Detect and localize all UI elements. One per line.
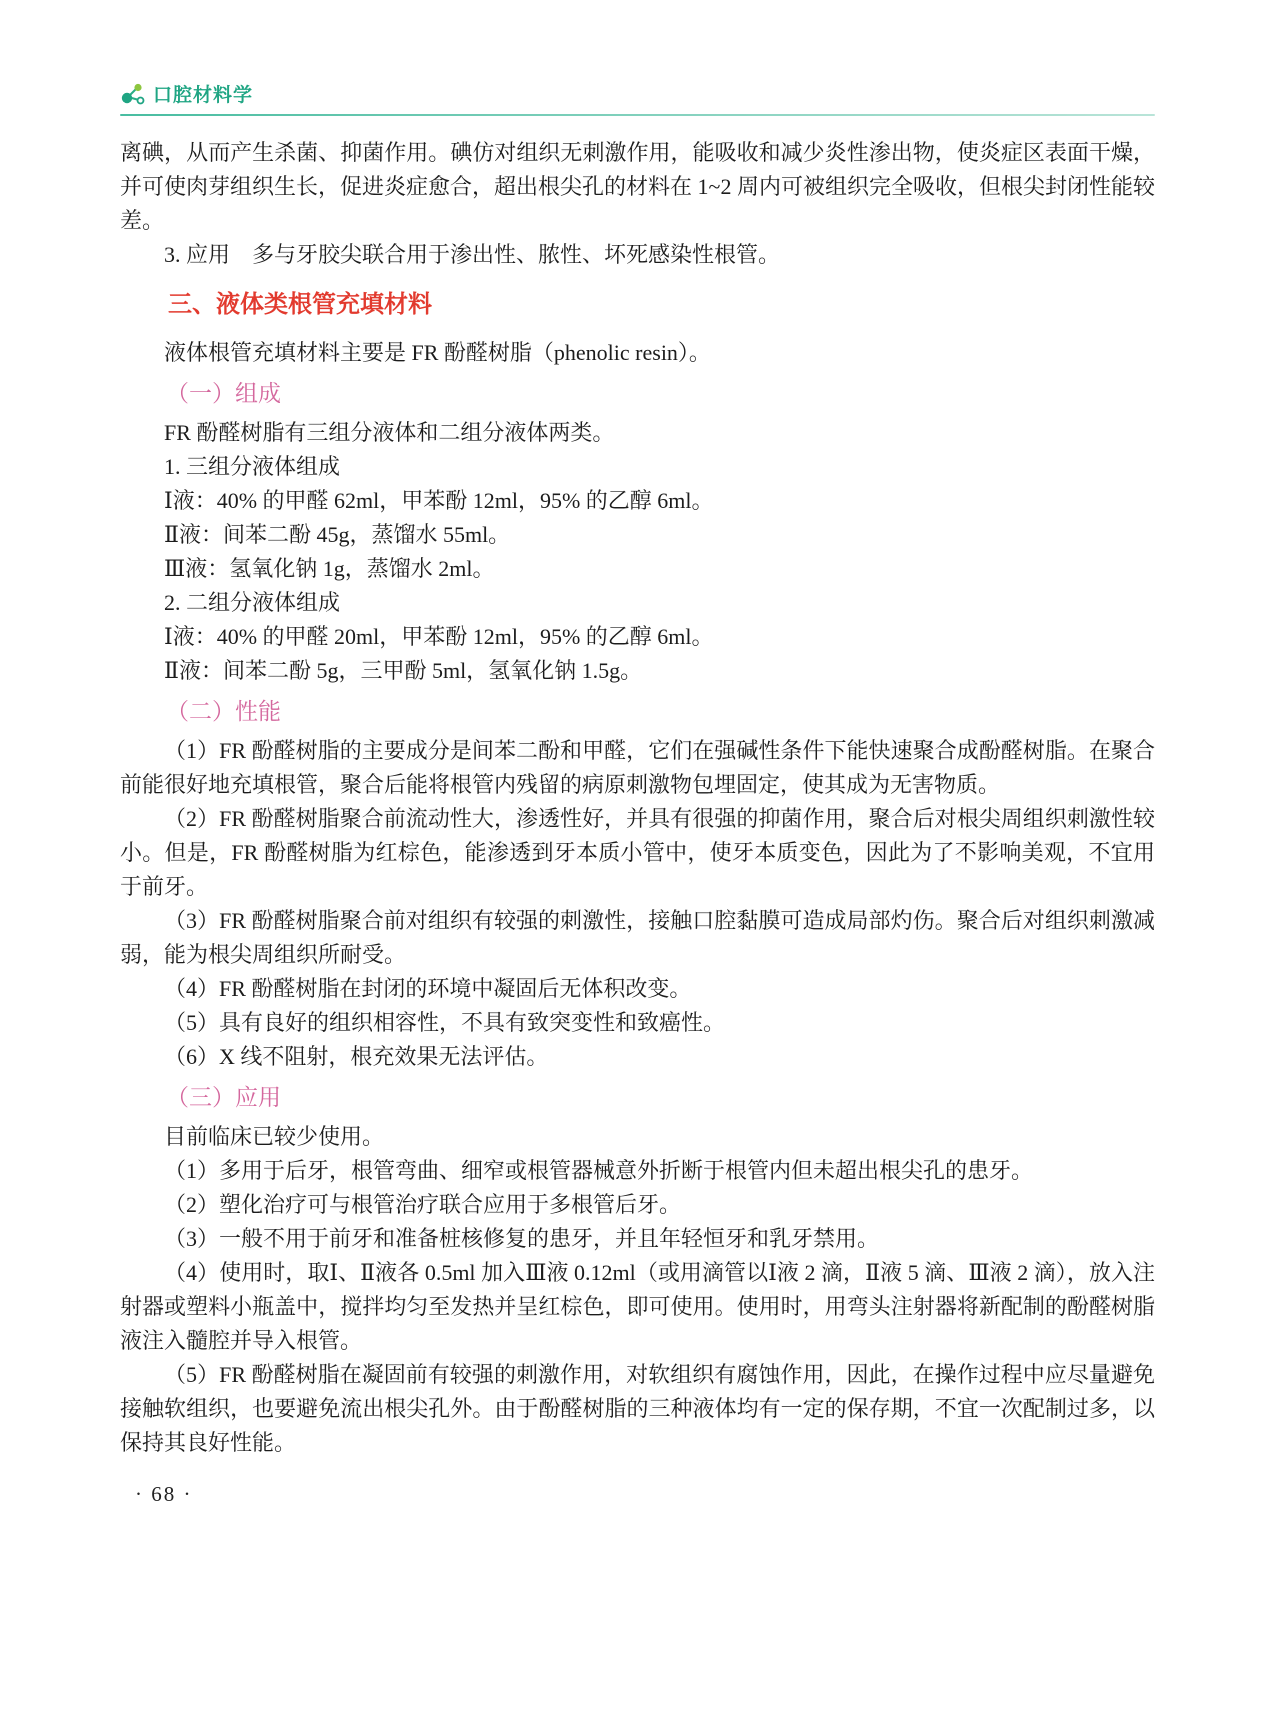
subsection-heading: （三）应用 xyxy=(166,1085,281,1110)
paragraph: （4）使用时，取Ⅰ、Ⅱ液各 0.5ml 加入Ⅲ液 0.12ml（或用滴管以Ⅰ液 2 滴，Ⅱ液 5 滴、Ⅲ液 2 滴），放入注射器或塑料小瓶盖中，搅拌均匀至发热并呈红棕色，即可使用。使用时，用弯头注射器将新配制的酚醛树脂液注入髓腔并导入根管。 xyxy=(120,1260,1155,1353)
list-item: Ⅰ液：40% 的甲醛 62ml，甲苯酚 12ml，95% 的乙醇 6ml。 xyxy=(164,488,714,513)
paragraph: 3. 应用 多与牙胶尖联合用于渗出性、脓性、坏死感染性根管。 xyxy=(164,242,781,267)
paragraph: FR 酚醛树脂有三组分液体和二组分液体两类。 xyxy=(164,420,615,445)
list-item: Ⅲ液：氢氧化钠 1g，蒸馏水 2ml。 xyxy=(164,556,495,581)
list-item: Ⅱ液：间苯二酚 45g，蒸馏水 55ml。 xyxy=(164,522,511,547)
page-content xyxy=(120,116,1155,1460)
paragraph: 液体根管充填材料主要是 FR 酚醛树脂（phenolic resin）。 xyxy=(164,340,711,365)
paragraph: （6）X 线不阻射，根充效果无法评估。 xyxy=(164,1044,549,1069)
subsection-heading: （一）组成 xyxy=(166,381,281,406)
paragraph: （5）FR 酚醛树脂在凝固前有较强的刺激作用，对软组织有腐蚀作用，因此，在操作过程中应尽量避免接触软组织，也要避免流出根尖孔外。由于酚醛树脂的三种液体均有一定的保存期，不宜一次配制过多，以保持其良好性能。 xyxy=(120,1362,1155,1455)
paragraph: （1）多用于后牙，根管弯曲、细窄或根管器械意外折断于根管内但未超出根尖孔的患牙。 xyxy=(164,1158,1034,1183)
paragraph: （3）一般不用于前牙和准备桩核修复的患牙，并且年轻恒牙和乳牙禁用。 xyxy=(164,1226,880,1251)
list-item: Ⅱ液：间苯二酚 5g，三甲酚 5ml，氢氧化钠 1.5g。 xyxy=(164,658,643,683)
page-header xyxy=(120,0,1155,116)
paragraph: （5）具有良好的组织相容性，不具有致突变性和致癌性。 xyxy=(164,1010,726,1035)
book-logo-icon xyxy=(120,81,146,107)
paragraph: （1）FR 酚醛树脂的主要成分是间苯二酚和甲醛，它们在强碱性条件下能快速聚合成酚醛树脂。在聚合前能很好地充填根管，聚合后能将根管内残留的病原刺激物包埋固定，使其成为无害物质。 xyxy=(120,738,1155,797)
list-item: Ⅰ液：40% 的甲醛 20ml，甲苯酚 12ml，95% 的乙醇 6ml。 xyxy=(164,624,714,649)
paragraph: （2）FR 酚醛树脂聚合前流动性大，渗透性好，并具有很强的抑菌作用，聚合后对根尖周组织刺激性较小。但是，FR 酚醛树脂为红棕色，能渗透到牙本质小管中，使牙本质变色，因此为了不影响美观，不宜用于前牙。 xyxy=(120,806,1155,899)
subsection-heading: （二）性能 xyxy=(166,699,281,724)
section-heading: 三、液体类根管充填材料 xyxy=(168,291,432,318)
list-item: 1. 三组分液体组成 xyxy=(164,454,341,479)
book-title: 口腔材料学 xyxy=(153,85,254,106)
paragraph: （2）塑化治疗可与根管治疗联合应用于多根管后牙。 xyxy=(164,1192,682,1217)
paragraph: 目前临床已较少使用。 xyxy=(164,1124,385,1149)
paragraph: 离碘，从而产生杀菌、抑菌作用。碘仿对组织无刺激作用，能吸收和减少炎性渗出物，使炎症区表面干燥，并可使肉芽组织生长，促进炎症愈合，超出根尖孔的材料在 1~2 周内可被组织完全吸收，但根尖封闭性能较差。 xyxy=(120,140,1155,233)
paragraph: （4）FR 酚醛树脂在封闭的环境中凝固后无体积改变。 xyxy=(164,976,692,1001)
paragraph: （3）FR 酚醛树脂聚合前对组织有较强的刺激性，接触口腔黏膜可造成局部灼伤。聚合后对组织刺激减弱，能为根尖周组织所耐受。 xyxy=(120,908,1155,967)
list-item: 2. 二组分液体组成 xyxy=(164,590,341,615)
page-number: · 68 · xyxy=(135,1482,193,1506)
